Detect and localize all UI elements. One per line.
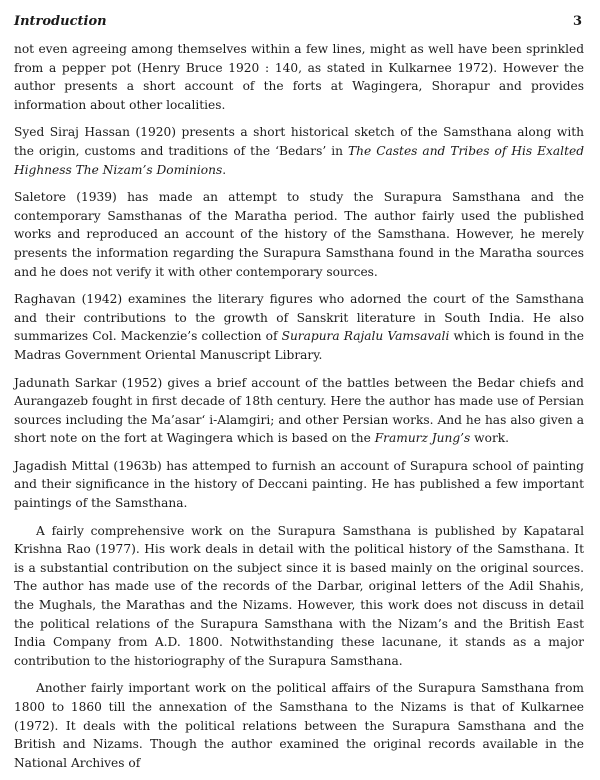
page-number: 3 — [572, 14, 582, 29]
page-header — [14, 14, 584, 40]
italic-title: Surapura Rajalu Vamsavali — [281, 329, 450, 344]
running-head: Introduction — [14, 14, 107, 29]
paragraph — [14, 679, 584, 772]
text-run: . — [222, 162, 227, 177]
text-run: Jagadish Mittal (1963b) has attemped to furnish an account of Surapura school of painting and their significance in the history of Deccani painting. He has published a few important paintings of the Samsthana. — [14, 458, 584, 511]
text-run: Raghavan (1942) examines the literary figures who adorned the court of the Samsthana and their contributions to the growth of Sanskrit literature in South India. He also summarizes Col. Mackenzie’s collection of — [14, 292, 584, 344]
text-run: A fairly comprehensive work on the Surapura Samsthana is published by Kapataral Krishna Rao (1977). His work deals in detail with the political history of the Samsthana. It is a substantial contribution on the subject since it is based mainly on the original sources. The author has made use of the records of the Darbar, original letters of the Adil Shahis, the Mughals, the Marathas and the Nizams. However, this work does not discuss in detail the political relations of the Surapura Samsthana with the Nizam’s and the British East India Company from A.D. 1800. Notwithstanding these lacunane, it stands as a major contribution to the historiography of the Surapura Samsthana. — [14, 523, 584, 668]
paragraph — [14, 457, 584, 513]
italic-title: The Castes and Tribes of His Exalted Highness The Nizam’s Dominions — [14, 143, 584, 177]
paragraph — [14, 188, 584, 281]
paragraph — [14, 40, 584, 114]
italic-title: Framurz Jung’s — [374, 431, 471, 446]
paragraph — [14, 123, 584, 179]
paragraph — [14, 522, 584, 671]
paragraph — [14, 290, 584, 364]
text-run: work. — [470, 431, 510, 446]
text-run: Syed Siraj Hassan (1920) presents a short historical sketch of the Samsthana along with the origin, customs and traditions of the ‘Bedars’ in — [14, 125, 584, 158]
text-run: Jadunath Sarkar (1952) gives a brief account of the battles between the Bedar chiefs and Aurangazeb fought in first decade of 18th century. Here the author has made use of Persian sources including the Ma’asar‘ i-Alamgiri; and other Persian works. And he has also given a short note on the fort at Wagingera which is based on the — [14, 375, 584, 446]
text-run: which is found in the Madras Government Oriental Manuscript Library. — [14, 329, 584, 362]
text-run: Saletore (1939) has made an attempt to study the Surapura Samsthana and the contemporary Samsthanas of the Maratha period. The author fairly used the published works and reproduced an account of the history of the Samsthana. However, he merely presents the information regarding the Surapura Samsthana found in the Maratha sources and he does not verify it with other contemporary sources. — [14, 190, 584, 279]
paragraph — [14, 374, 584, 448]
text-run: Another fairly important work on the political affairs of the Surapura Samsthana from 1800 to 1860 till the annexation of the Samsthana to the Nizams is that of Kulkarnee (1972). It deals with the political relations between the Surapura Samsthana and the British and Nizams. Though the author examined the original records available in the National Archives of — [14, 681, 584, 770]
text-run: not even agreeing among themselves within a few lines, might as well have been sprinkled from a pepper pot (Henry Bruce 1920 : 140, as stated in Kulkarnee 1972). However the author presents a short account of the forts at Wagingera, Shorapur and provides information about other localities. — [14, 42, 584, 112]
body-text — [14, 40, 584, 772]
